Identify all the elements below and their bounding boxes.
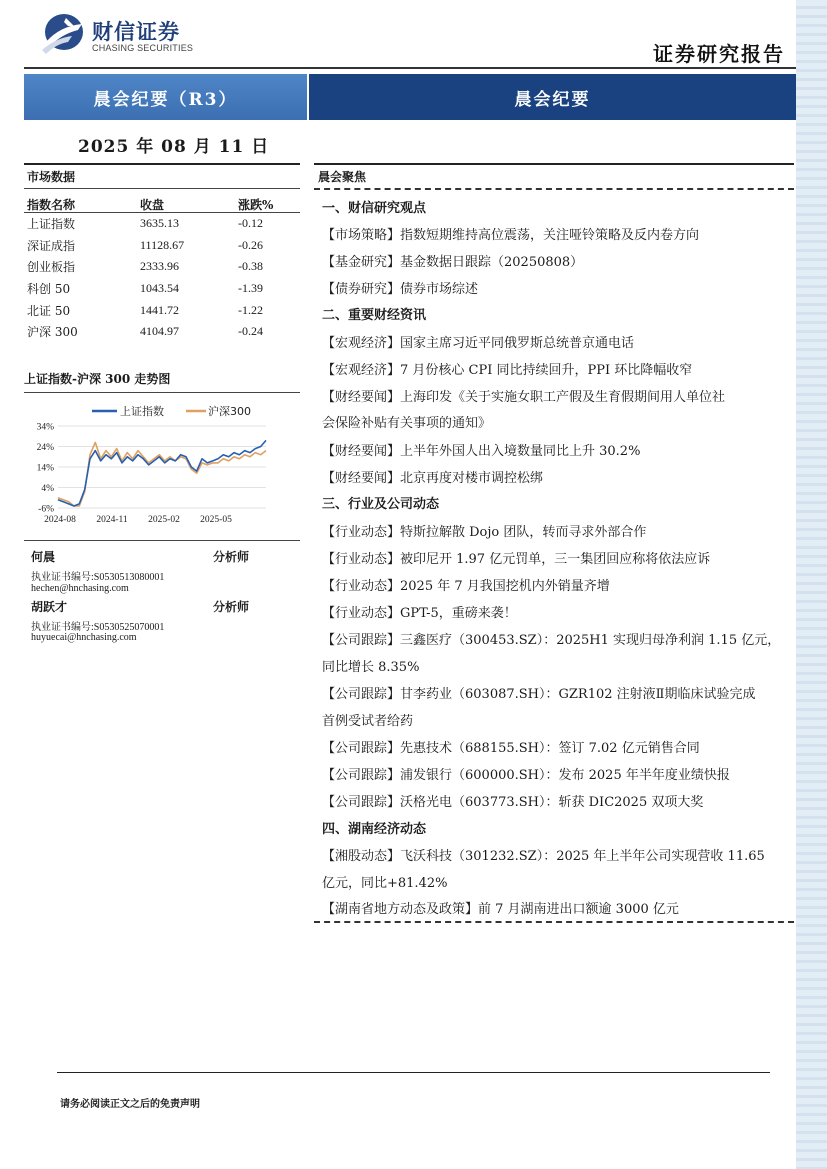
news-category-heading: 四、湖南经济动态: [322, 822, 427, 837]
cell-index-name: 上证指数: [27, 217, 76, 232]
news-item: 【行业动态】被印尼开 1.97 亿元罚单，三一集团回应称将依法应诉: [322, 552, 711, 567]
news-item-continued: 首例受试者给药: [322, 714, 414, 729]
chart-title: 上证指数-沪深 300 走势图: [24, 372, 171, 386]
x-tick-label: 2024-08: [44, 515, 76, 525]
cell-close: 2333.96: [140, 259, 179, 274]
x-tick-label: 2025-02: [148, 515, 180, 525]
news-top-rule: [314, 163, 794, 165]
cell-change: -0.12: [238, 216, 263, 231]
y-tick-label: 34%: [36, 422, 54, 433]
table-header-rule: [24, 212, 300, 213]
y-tick-label: 24%: [36, 443, 54, 453]
news-item: 【行业动态】特斯拉解散 Dojo 团队，转而寻求外部合作: [322, 525, 647, 540]
cell-change: -0.38: [238, 259, 263, 274]
cell-close: 1441.72: [140, 302, 179, 317]
news-category-heading: 一、财信研究观点: [322, 201, 427, 216]
col-header-index: 指数名称: [27, 197, 76, 212]
series-line-csi300: [58, 442, 266, 506]
table-row: [24, 256, 300, 278]
side-decoration-strip: [796, 0, 827, 1169]
report-date: 2025 年 08 月 11 日: [78, 137, 270, 157]
analyst-name: 何晨: [31, 550, 56, 564]
table-row: [24, 235, 300, 257]
market-section-title: 市场数据: [27, 170, 76, 184]
news-item-continued: 会保险补贴有关事项的通知》: [322, 416, 492, 431]
y-tick-label: 14%: [36, 463, 54, 474]
news-item: 【基金研究】基金数据日跟踪（20250808）: [322, 255, 584, 270]
cell-index-name: 沪深 300: [27, 325, 78, 340]
news-item: 【宏观经济】国家主席习近平同俄罗斯总统普京通电话: [322, 336, 635, 351]
legend-label-sse: 上证指数: [120, 405, 164, 418]
series-line-sse: [58, 440, 266, 506]
news-item: 【行业动态】2025 年 7 月我国挖机内外销量齐增: [322, 579, 610, 594]
y-tick-label: 4%: [41, 484, 54, 494]
trend-chart: [22, 398, 302, 532]
news-item: 【行业动态】GPT-5，重磅来袭！: [322, 606, 517, 621]
market-top-rule: [24, 163, 300, 165]
analyst-cert: 执业证书编号:S0530513080001: [31, 572, 165, 583]
news-item: 【公司跟踪】甘李药业（603087.SH）：GZR102 注射液Ⅱ期临床试验完成: [322, 687, 756, 702]
cell-close: 3635.13: [140, 216, 179, 231]
cell-index-name: 北证 50: [27, 303, 71, 318]
table-header-row: [24, 195, 300, 213]
news-item: 【债券研究】债券市场综述: [322, 282, 479, 297]
market-data-table: [24, 195, 300, 343]
chart-top-rule: [24, 392, 300, 393]
news-item-continued: 亿元，同比+81.42%: [322, 876, 448, 891]
brand-name-en: CHASING SECURITIES: [92, 43, 194, 53]
analyst-email: hechen@hnchasing.com: [31, 583, 129, 594]
header-divider: [24, 67, 796, 69]
col-header-change: 涨跌%: [238, 197, 274, 212]
cell-close: 4104.97: [140, 324, 179, 339]
table-row: [24, 299, 300, 321]
news-item: 【湖南省地方动态及政策】前 7 月湖南进出口额逾 3000 亿元: [322, 902, 679, 917]
disclaimer-note: 请务必阅读正文之后的免责声明: [60, 1099, 200, 1110]
y-tick-label: -6%: [38, 504, 54, 515]
chart-bottom-rule: [24, 540, 300, 541]
news-item: 【财经要闻】上海印发《关于实施女职工产假及生育假期间用人单位社: [322, 390, 726, 405]
news-category-heading: 三、行业及公司动态: [322, 497, 440, 512]
cell-index-name: 深证成指: [27, 238, 76, 253]
cell-close: 11128.67: [140, 237, 185, 252]
analyst-email: huyuecai@hnchasing.com: [31, 632, 137, 643]
news-item: 【市场策略】指数短期维持高位震荡，关注哑铃策略及反内卷方向: [322, 228, 700, 243]
table-row: [24, 213, 300, 235]
analyst-role: 分析师: [213, 550, 250, 564]
news-item: 【公司跟踪】先惠技术（688155.SH）：签订 7.02 亿元销售合同: [322, 741, 700, 756]
report-type-label: 证券研究报告: [653, 42, 785, 66]
cell-close: 1043.54: [140, 281, 179, 296]
footer-divider: [57, 1072, 770, 1073]
news-category-heading: 二、重要财经资讯: [322, 308, 427, 323]
banner-section-title: 晨会纪要: [309, 74, 796, 120]
analyst-name: 胡跃才: [31, 600, 68, 614]
analyst-cert: 执业证书编号:S0530525070001: [31, 622, 165, 633]
market-title-rule: [24, 188, 300, 189]
table-row: [24, 321, 300, 343]
cell-change: -0.24: [238, 324, 263, 339]
cell-change: -1.39: [238, 281, 263, 296]
analyst-role: 分析师: [213, 600, 250, 614]
news-item: 【公司跟踪】沃格光电（603773.SH）：斩获 DIC2025 双项大奖: [322, 795, 704, 810]
banner-report-title: 晨会纪要（R3）: [24, 74, 307, 120]
legend-label-csi300: 沪深300: [208, 405, 251, 418]
x-tick-label: 2024-11: [96, 515, 128, 525]
x-tick-label: 2025-05: [200, 515, 232, 525]
news-bottom-rule: [314, 921, 794, 923]
cell-change: -1.22: [238, 302, 263, 317]
news-item: 【财经要闻】北京再度对楼市调控松绑: [322, 471, 544, 486]
cell-index-name: 创业板指: [27, 260, 76, 275]
col-header-close: 收盘: [140, 197, 165, 212]
news-item: 【财经要闻】上半年外国人出入境数量同比上升 30.2%: [322, 444, 641, 459]
table-row: [24, 278, 300, 300]
news-title-rule: [314, 188, 794, 190]
news-item: 【湘股动态】飞沃科技（301232.SZ）：2025 年上半年公司实现营收 11.65: [322, 849, 765, 864]
cell-index-name: 科创 50: [27, 282, 71, 297]
news-section-title: 晨会聚焦: [318, 170, 367, 184]
news-item: 【公司跟踪】浦发银行（600000.SH）：发布 2025 年半年度业绩快报: [322, 768, 730, 783]
brand-logo-icon: [38, 12, 86, 58]
news-item: 【宏观经济】7 月份核心 CPI 同比持续回升，PPI 环比降幅收窄: [322, 363, 693, 378]
news-item: 【公司跟踪】三鑫医疗（300453.SZ）：2025H1 实现归母净利润 1.15 亿元，: [322, 633, 781, 648]
news-item-continued: 同比增长 8.35%: [322, 660, 420, 675]
brand-name-cn: 财信证券: [92, 20, 180, 44]
cell-change: -0.26: [238, 237, 263, 252]
